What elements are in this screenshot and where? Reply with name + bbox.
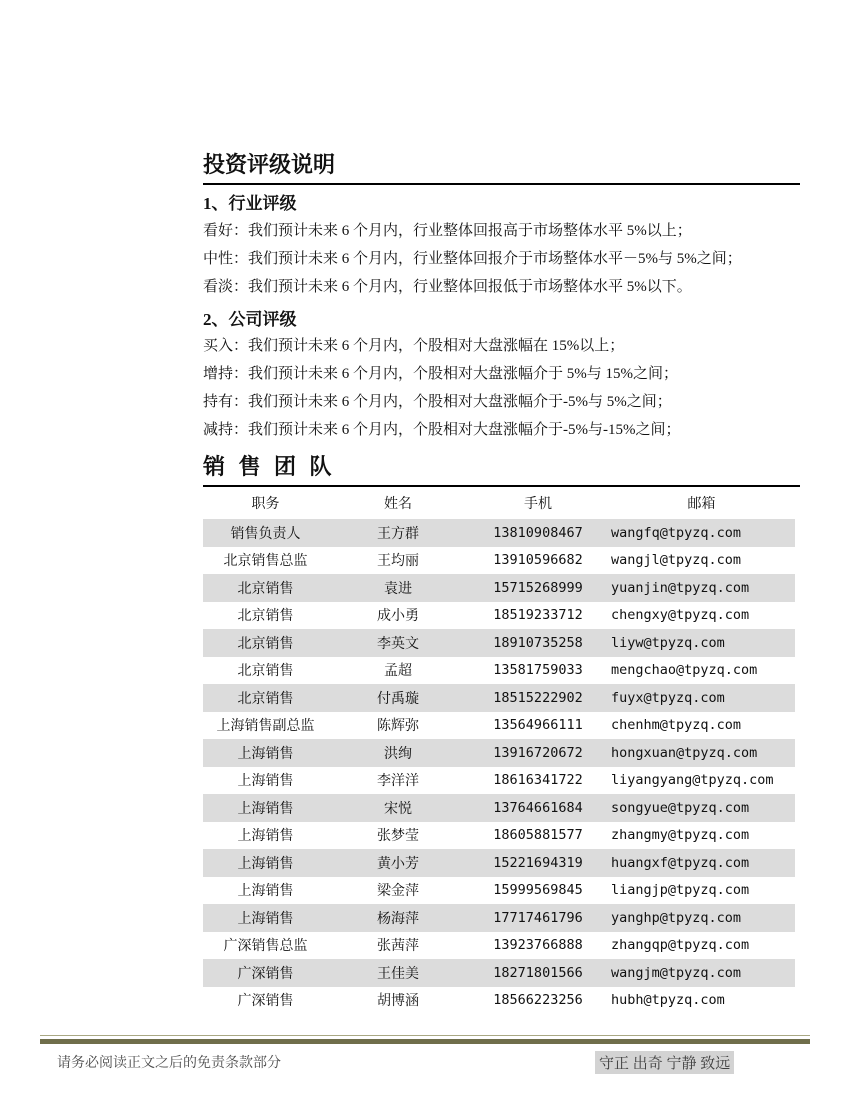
cell-name: 梁金萍 xyxy=(377,884,419,900)
table-row xyxy=(203,574,795,602)
company-rating-line: 买入：我们预计未来 6 个月内，个股相对大盘涨幅在 15%以上； xyxy=(203,338,625,354)
cell-name: 袁进 xyxy=(384,581,412,597)
footer-motto: 守正 出奇 宁静 致远 xyxy=(595,1051,734,1074)
table-row xyxy=(203,519,795,547)
column-header-position: 职务 xyxy=(251,497,280,512)
cell-email: fuyx@tpyzq.com xyxy=(611,689,725,706)
cell-position: 上海销售副总监 xyxy=(216,719,315,735)
cell-position: 北京销售总监 xyxy=(223,554,308,570)
cell-phone: 18271801566 xyxy=(493,964,583,981)
company-rating-heading: 2、公司评级 xyxy=(203,310,297,329)
table-row xyxy=(203,822,795,850)
table-header-row xyxy=(203,487,795,519)
cell-name: 陈辉弥 xyxy=(377,719,419,735)
cell-position: 广深销售 xyxy=(237,994,294,1010)
main-content xyxy=(203,152,800,1014)
column-header-name: 姓名 xyxy=(384,497,412,512)
column-header-email: 邮箱 xyxy=(687,497,716,512)
cell-name: 王方群 xyxy=(377,526,419,542)
cell-position: 广深销售 xyxy=(237,966,294,982)
cell-position: 上海销售 xyxy=(237,829,294,845)
table-row xyxy=(203,712,795,740)
cell-phone: 18910735258 xyxy=(493,634,583,651)
cell-position: 上海销售 xyxy=(237,746,294,762)
sales-team-table xyxy=(203,487,795,1014)
industry-rating-lines xyxy=(203,217,800,301)
cell-position: 广深销售总监 xyxy=(223,939,308,955)
table-row xyxy=(203,657,795,685)
cell-email: hongxuan@tpyzq.com xyxy=(611,744,758,761)
cell-name: 杨海萍 xyxy=(377,911,419,927)
cell-phone: 15221694319 xyxy=(493,854,583,871)
cell-phone: 18605881577 xyxy=(493,827,583,844)
cell-email: wangjm@tpyzq.com xyxy=(611,964,742,981)
cell-email: wangjl@tpyzq.com xyxy=(611,552,742,569)
cell-email: chenhm@tpyzq.com xyxy=(611,717,742,734)
cell-name: 孟超 xyxy=(384,664,412,680)
cell-phone: 13910596682 xyxy=(493,552,583,569)
cell-email: chengxy@tpyzq.com xyxy=(611,607,750,624)
cell-phone: 13916720672 xyxy=(493,744,583,761)
table-row xyxy=(203,684,795,712)
company-rating-line: 增持：我们预计未来 6 个月内，个股相对大盘涨幅介于 5%与 15%之间； xyxy=(203,366,678,382)
cell-position: 北京销售 xyxy=(237,691,294,707)
industry-rating-line: 看好：我们预计未来 6 个月内，行业整体回报高于市场整体水平 5%以上； xyxy=(203,223,692,239)
footer-divider-thick xyxy=(40,1039,810,1044)
footer-disclaimer-note: 请务必阅读正文之后的免责条款部分 xyxy=(57,1056,281,1071)
cell-email: liyangyang@tpyzq.com xyxy=(611,772,774,789)
cell-name: 胡博涵 xyxy=(377,994,419,1010)
cell-phone: 18616341722 xyxy=(493,772,583,789)
cell-phone: 13764661684 xyxy=(493,799,583,816)
cell-name: 李洋洋 xyxy=(377,774,419,790)
industry-rating-heading: 1、行业评级 xyxy=(203,194,297,213)
cell-position: 上海销售 xyxy=(237,774,294,790)
cell-position: 北京销售 xyxy=(237,609,294,625)
cell-email: huangxf@tpyzq.com xyxy=(611,854,750,871)
cell-name: 王佳美 xyxy=(377,966,419,982)
company-rating-lines xyxy=(203,332,800,444)
cell-phone: 18519233712 xyxy=(493,607,583,624)
table-row xyxy=(203,959,795,987)
cell-name: 洪绚 xyxy=(384,746,412,762)
cell-phone: 15999569845 xyxy=(493,882,583,899)
sales-team-rows xyxy=(203,519,795,1014)
sales-team-section-title: 销 售 团 队 xyxy=(203,454,800,487)
cell-position: 上海销售 xyxy=(237,911,294,927)
footer-divider-thin xyxy=(40,1035,810,1036)
cell-position: 销售负责人 xyxy=(230,526,301,542)
column-header-phone: 手机 xyxy=(524,497,552,512)
table-row xyxy=(203,987,795,1015)
cell-email: yuanjin@tpyzq.com xyxy=(611,579,750,596)
cell-email: yanghp@tpyzq.com xyxy=(611,909,742,926)
rating-section-title: 投资评级说明 xyxy=(203,152,800,185)
cell-position: 北京销售 xyxy=(237,664,294,680)
cell-email: zhangqp@tpyzq.com xyxy=(611,937,750,954)
table-row xyxy=(203,602,795,630)
table-row xyxy=(203,849,795,877)
cell-email: liyw@tpyzq.com xyxy=(611,634,725,651)
cell-phone: 13581759033 xyxy=(493,662,583,679)
cell-email: hubh@tpyzq.com xyxy=(611,992,725,1009)
cell-phone: 18566223256 xyxy=(493,992,583,1009)
table-row xyxy=(203,739,795,767)
cell-name: 王均丽 xyxy=(377,554,419,570)
industry-rating-line: 看淡：我们预计未来 6 个月内，行业整体回报低于市场整体水平 5%以下。 xyxy=(203,279,692,295)
cell-email: songyue@tpyzq.com xyxy=(611,799,750,816)
cell-phone: 15715268999 xyxy=(493,579,583,596)
table-row xyxy=(203,629,795,657)
cell-name: 黄小芳 xyxy=(377,856,419,872)
cell-phone: 13923766888 xyxy=(493,937,583,954)
industry-rating-line: 中性：我们预计未来 6 个月内，行业整体回报介于市场整体水平－5%与 5%之间； xyxy=(203,251,742,267)
cell-phone: 13810908467 xyxy=(493,524,583,541)
company-rating-line: 减持：我们预计未来 6 个月内，个股相对大盘涨幅介于-5%与-15%之间； xyxy=(203,422,681,438)
table-row xyxy=(203,932,795,960)
cell-email: wangfq@tpyzq.com xyxy=(611,524,742,541)
cell-phone: 17717461796 xyxy=(493,909,583,926)
cell-name: 张梦莹 xyxy=(377,829,419,845)
cell-phone: 13564966111 xyxy=(493,717,583,734)
cell-name: 李英文 xyxy=(377,636,419,652)
cell-name: 成小勇 xyxy=(377,609,419,625)
table-row xyxy=(203,904,795,932)
cell-position: 上海销售 xyxy=(237,884,294,900)
cell-position: 北京销售 xyxy=(237,581,294,597)
cell-position: 北京销售 xyxy=(237,636,294,652)
company-rating-line: 持有：我们预计未来 6 个月内，个股相对大盘涨幅介于-5%与 5%之间； xyxy=(203,394,672,410)
cell-position: 上海销售 xyxy=(237,801,294,817)
table-row xyxy=(203,794,795,822)
cell-email: liangjp@tpyzq.com xyxy=(611,882,750,899)
table-row xyxy=(203,877,795,905)
cell-email: zhangmy@tpyzq.com xyxy=(611,827,750,844)
cell-name: 宋悦 xyxy=(384,801,412,817)
table-row xyxy=(203,767,795,795)
cell-phone: 18515222902 xyxy=(493,689,583,706)
cell-name: 付禹璇 xyxy=(377,691,419,707)
table-row xyxy=(203,547,795,575)
cell-position: 上海销售 xyxy=(237,856,294,872)
cell-email: mengchao@tpyzq.com xyxy=(611,662,758,679)
cell-name: 张茜萍 xyxy=(377,939,419,955)
